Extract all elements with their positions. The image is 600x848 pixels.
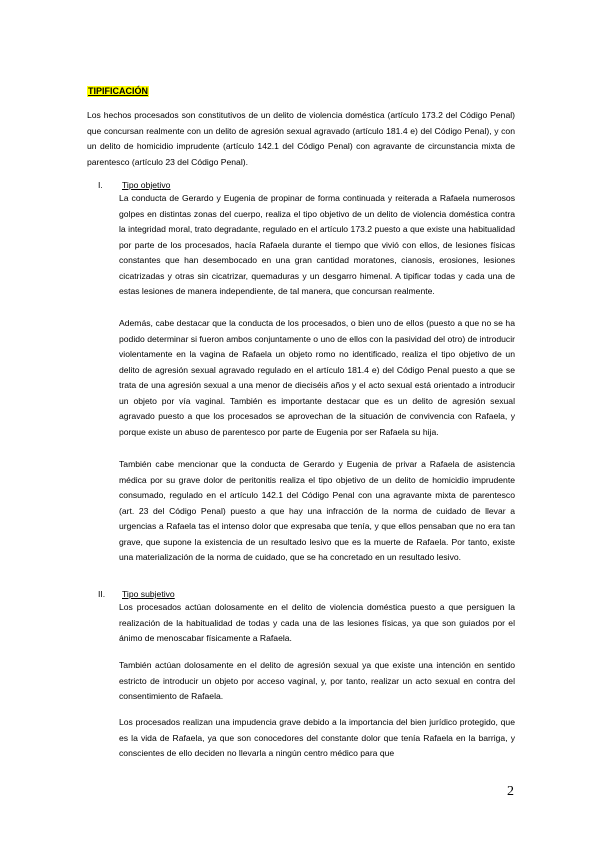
section-title: Tipo objetivo (122, 180, 171, 190)
section-number: II. (98, 589, 106, 599)
page-number: 2 (507, 784, 514, 799)
paragraph: Los procesados realizan una impudencia grave debido a la importancia del bien jurídico protegido, que es la vida de Rafaela, ya que son conocedores del constante dolor que tenía Rafaela en la barriga, y conscientes de ello deciden no llevarla a ningún centro médico para que (119, 717, 515, 758)
paragraph: También actúan dolosamente en el delito de agresión sexual ya que existe una intención en sentido estricto de introducir un objeto por acceso vaginal, y, por tanto, realizar un acto sexual en contra del consentimiento de Rafaela. (119, 660, 515, 701)
section-number: I. (98, 180, 103, 190)
section-title: Tipo subjetivo (122, 589, 175, 599)
paragraph: La conducta de Gerardo y Eugenia de propinar de forma continuada y reiterada a Rafaela numerosos golpes en distintas zonas del cuerpo, realiza el tipo objetivo de un delito de violencia doméstica contra la integridad moral, trato degradante, regulado en el artículo 173.2 puesto a que existe una habitualidad por parte de los procesados, hacía Rafaela durante el tiempo que vivió con ellos, de lesiones físicas constantes que han desembocado en una gran cantidad moratones, cianosis, erosiones, lesiones cicatrizadas y otras sin cicatrizar, quemaduras y un desgarro himenal. A tipificar todas y cada una de estas lesiones de manera independiente, de tal manera, que concursan realmente. (119, 193, 515, 296)
paragraph: Los procesados actúan dolosamente en el delito de violencia doméstica puesto a que persiguen la realización de la habitualidad de todas y cada una de las lesiones físicas, ya que son guiados por el ánimo de menoscabar físicamente a Rafaela. (119, 602, 515, 643)
paragraph: Además, cabe destacar que la conducta de los procesados, o bien uno de ellos (puesto a que no se ha podido determinar si fueron ambos conjuntamente o uno de ellos con la pasividad del otro) de introducir violentamente en la vagina de Rafaela un objeto romo no identificado, realiza el tipo objetivo de un delito de agresión sexual agravado regulado en el artículo 181.4 e) del Código Penal puesto a que se trata de una agresión sexual a una menor de dieciséis años y el acto sexual está orientado a introducir un objeto por vía vaginal. También es importante destacar que es un delito de agresión sexual agravado puesto a que los procesados se aprovechan de la situación de convivencia con Rafaela, y porque existe un abuso de parentesco por parte de Eugenia por ser Rafaela su hija. (119, 318, 515, 437)
section-heading: TIPIFICACIÓN (88, 86, 148, 96)
intro-paragraph: Los hechos procesados son constitutivos de un delito de violencia doméstica (artículo 173.2 del Código Penal) que concursan realmente con un delito de agresión sexual agravado (artículo 181.4 e) del Código Penal), y con un delito de homicidio imprudente (artículo 142.1 del Código Penal) con agravante de circunstancia mixta de parentesco (artículo 23 del Código Penal). (87, 110, 515, 167)
paragraph: También cabe mencionar que la conducta de Gerardo y Eugenia de privar a Rafaela de asistencia médica por su grave dolor de peritonitis realiza el tipo objetivo de un delito de homicidio imprudente consumado, regulado en el artículo 142.1 del Código Penal con una agravante mixta de parentesco (art. 23 del Código Penal) puesto a que hay una infracción de la norma de cuidado de llevar a urgencias a Rafaela tas el intenso dolor que expresaba que tenía, y que ellos pensaban que no era tan grave, que supone la existencia de un resultado lesivo que es la muerte de Rafaela. Por tanto, existe una materialización de la norma de cuidado, que se ha concretado en un resultado lesivo. (119, 459, 515, 562)
